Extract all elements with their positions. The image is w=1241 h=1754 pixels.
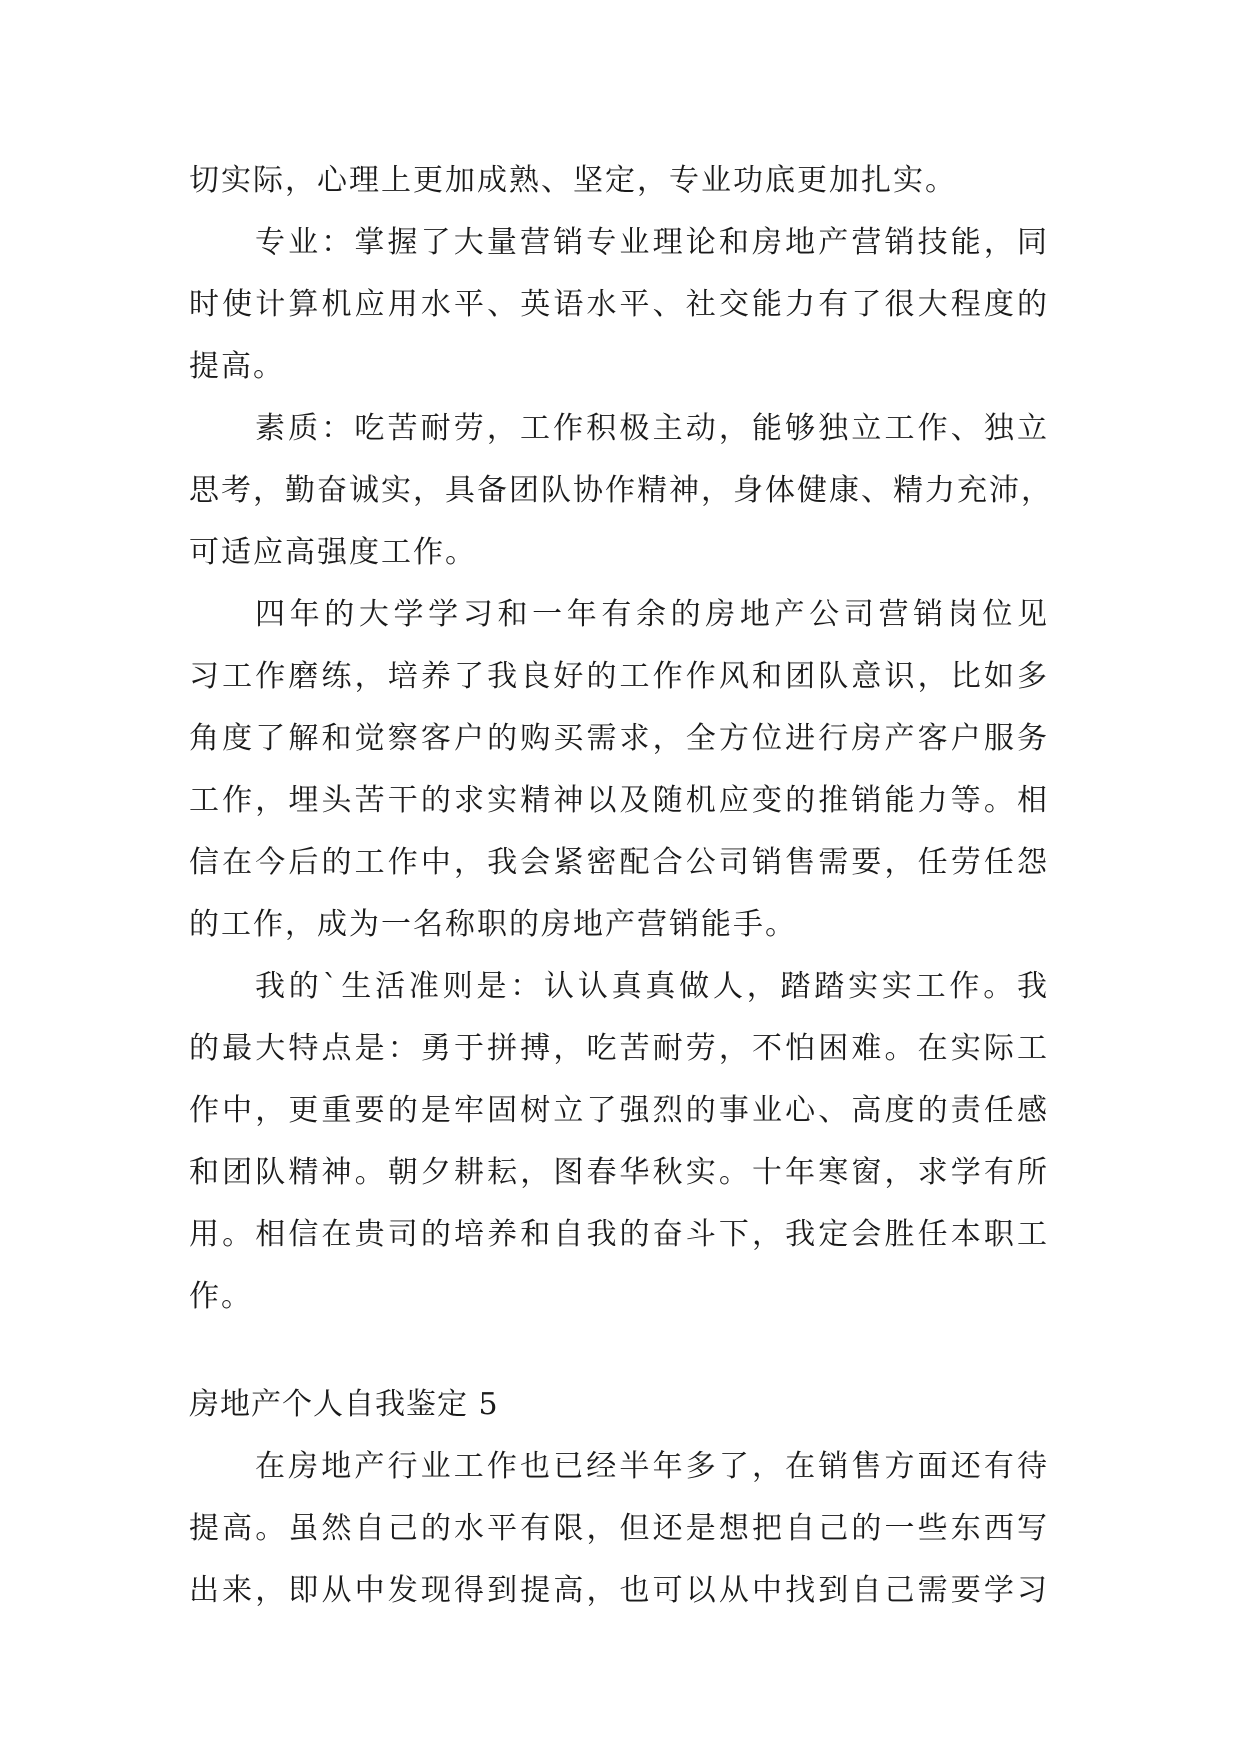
text-line: 用。相信在贵司的培养和自我的奋斗下，我定会胜任本职工 <box>189 1217 1049 1252</box>
text-line: 在房地产行业工作也已经半年多了，在销售方面还有待 <box>255 1449 1049 1484</box>
text-line: 素质：吃苦耐劳，工作积极主动，能够独立工作、独立 <box>255 411 1049 446</box>
section-gap <box>189 1328 1049 1374</box>
text-line: 思考，勤奋诚实，具备团队协作精神，身体健康、精力充沛， <box>189 473 1053 508</box>
text-line: 出来，即从中发现得到提高，也可以从中找到自己需要学习 <box>189 1573 1049 1608</box>
text-line: 角度了解和觉察客户的购买需求，全方位进行房产客户服务 <box>189 721 1049 756</box>
text-line: 提高。 <box>189 349 285 384</box>
paragraph <box>189 398 1053 584</box>
paragraph <box>189 150 1049 212</box>
text-line: 提高。虽然自己的水平有限，但还是想把自己的一些东西写 <box>189 1511 1049 1546</box>
text-line: 作中，更重要的是牢固树立了强烈的事业心、高度的责任感 <box>189 1093 1049 1128</box>
text-line: 工作，埋头苦干的求实精神以及随机应变的推销能力等。相 <box>189 783 1049 818</box>
text-line: 的工作，成为一名称职的房地产营销能手。 <box>189 907 797 942</box>
paragraph <box>189 584 1049 956</box>
text-line: 作。 <box>189 1279 253 1314</box>
paragraph <box>189 1436 1049 1622</box>
text-line: 可适应高强度工作。 <box>189 535 477 570</box>
document-body <box>189 150 1053 1622</box>
text-line: 的最大特点是：勇于拼搏，吃苦耐劳，不怕困难。在实际工 <box>189 1031 1049 1066</box>
text-line: 专业：掌握了大量营销专业理论和房地产营销技能，同 <box>255 225 1049 260</box>
text-line: 我的`生活准则是：认认真真做人，踏踏实实工作。我 <box>255 969 1049 1004</box>
text-line: 和团队精神。朝夕耕耘，图春华秋实。十年寒窗，求学有所 <box>189 1155 1049 1190</box>
text-line: 时使计算机应用水平、英语水平、社交能力有了很大程度的 <box>189 287 1049 322</box>
text-line: 信在今后的工作中，我会紧密配合公司销售需要，任劳任怨 <box>189 845 1049 880</box>
paragraph <box>189 212 1049 398</box>
text-line: 四年的大学学习和一年有余的房地产公司营销岗位见 <box>255 597 1049 632</box>
paragraph <box>189 956 1049 1328</box>
text-line: 习工作磨练，培养了我良好的工作作风和团队意识，比如多 <box>189 659 1049 694</box>
text-line: 切实际，心理上更加成熟、坚定，专业功底更加扎实。 <box>189 163 957 198</box>
section-heading: 房地产个人自我鉴定 5 <box>189 1387 499 1422</box>
